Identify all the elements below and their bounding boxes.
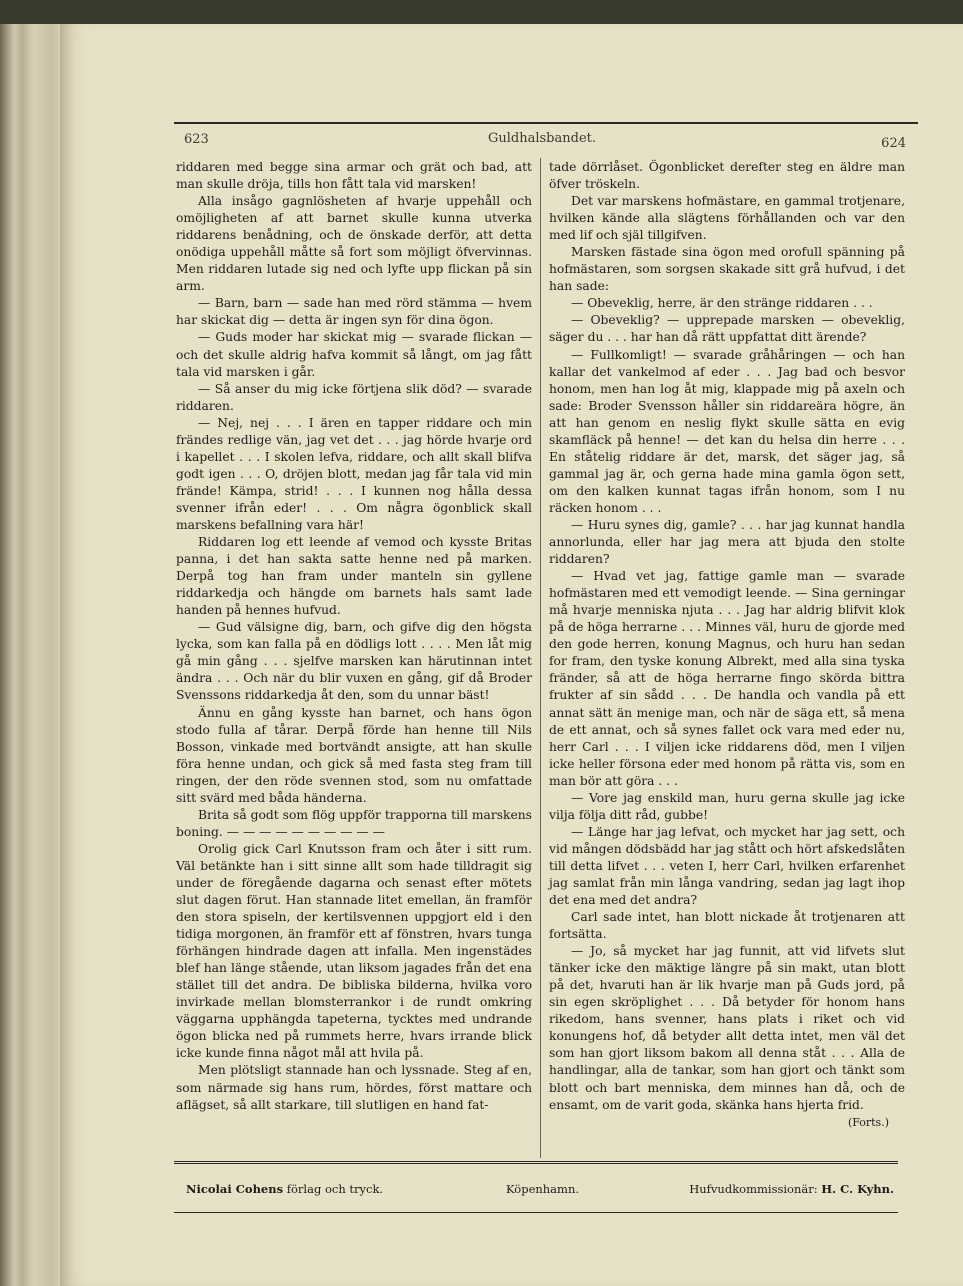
paragraph: — Fullkomligt! — svarade gråhåringen — och han kallar det vankelmod af eder . . . Jag bad och besvor honom, men han log åt mig, klappade mig på axeln och sade: Broder Svensson håller sin riddareära högre, än att han genom en neslig flykt skulle sätta en evig skamfläck på henne! — det kan du helsa din herre . . . En ståtelig riddare är det, marsk, det säger jag, så gammal jag är, och gerna hade mina gamla ögon sett, om den kalken kunnat tagas ifrån honom, som I nu räcken honom . . . <box>549 347 905 515</box>
paragraph: Men plötsligt stannade han och lyssnade. Steg af en, som närmade sig hans rum, hördes, först mattare och aflägset, så allt starkare, till slutligen en hand fat- <box>176 1063 532 1112</box>
running-header <box>176 129 908 151</box>
header-rule <box>174 122 918 124</box>
paragraph: — Så anser du mig icke förtjena slik död? — svarade riddaren. <box>176 381 532 413</box>
paragraph: — Vore jag enskild man, huru gerna skulle jag icke vilja följa ditt råd, gubbe! <box>549 790 905 822</box>
paragraph: Riddaren log ett leende af vemod och kysste Britas panna, i det han sakta satte henne ned på marken. Derpå tog han fram under manteln sin gyllene riddarkedja och hängde om barnets hals samt lade handen på hennes hufvud. <box>176 535 532 618</box>
paragraph: — Länge har jag lefvat, och mycket har jag sett, och vid mången dödsbädd har jag stått och hört afskedslåten till detta lifvet . . . veten I, herr Carl, hvilken erfarenhet jag samlat från min långa vandring, sedan jag lagt ihop det ena med det andra? <box>549 824 905 908</box>
paragraph: — Nej, nej . . . I ären en tapper riddare och min frändes redlige vän, jag vet det . . . jag hörde hvarje ord i kapellet . . . I skolen lefva, riddare, och allt skall blifva godt igen . . . O, dröjen blott, medan jag får tala vid min frände! Kämpa, strid! . . . I kunnen nog hålla dessa svenner ifrån eder! . . . Om några ögonblick skall marskens befallning vara här! <box>176 415 532 532</box>
page-content <box>166 118 918 1218</box>
agent-name: H. C. Kyhn. <box>821 1182 894 1196</box>
paragraph: — Guds moder har skickat mig — svarade flickan — och det skulle aldrig hafva kommit så långt, om jag fått tala vid marsken i går. <box>176 330 532 379</box>
paragraph: — Hvad vet jag, fattige gamle man — svarade hofmästaren med ett vemodigt leende. — Sina gerningar må hvarje menniska njuta . . . Jag har aldrig blifvit klok på de höga herrarne . . . Minnes väl, huru de gjorde med den gode herren, konung Magnus, och huru han sedan for fram, den tyske konung Albrekt, med alla sina tyska fränder, så att de höga herrarne fingo skörda bittra frukter af sin sådd . . . De handla och vandla på ett annat sätt än menige man, och när de säga ett, så mena de ett annat, och så synes fallet ock vara med eder nu, herr Carl . . . I viljen icke riddarens död, men I viljen icke heller försona eder med honom på rätta vis, som en man bör att göra . . . <box>549 569 905 788</box>
continued-note: (Forts.) <box>847 1115 889 1129</box>
paragraph: Brita så godt som flög uppför trapporna till marskens boning. — — — — — — — — — — <box>176 807 532 839</box>
imprint-city: Köpenhamn. <box>506 1182 580 1196</box>
imprint-footer <box>180 1182 894 1202</box>
running-title: Guldhalsbandet. <box>487 131 596 146</box>
paragraph: — Gud välsigne dig, barn, och gifve dig den högsta lycka, som kan falla på en dödligs lott . . . . Men låt mig gå min gång . . . sjelfve marsken kan härutinnan intet ändra . . . Och när du blir vuxen en gång, gif då Broder Svenssons riddarkedja åt den, som du unnar bäst! <box>176 620 532 703</box>
top-shadow-band <box>0 0 963 24</box>
paragraph: tade dörrlåset. Ögonblicket derefter steg en äldre man öfver tröskeln. <box>549 160 905 192</box>
paragraph: Carl sade intet, han blott nickade åt trotjenaren att fortsätta. <box>549 910 905 942</box>
paragraph: — Obeveklig, herre, är den stränge riddaren . . . <box>571 296 873 311</box>
paragraph: — Huru synes dig, gamle? . . . har jag kunnat handla annorlunda, eller har jag mera att bjuda den stolte riddaren? <box>549 517 905 567</box>
footer-rule <box>174 1161 898 1164</box>
paragraph: Orolig gick Carl Knutsson fram och åter i sitt rum. Väl betänkte han i sitt sinne allt som hade tilldragit sig under de föregående dagarna och senast efter mötets slut dagen förut. Han stannade litet emellan, än framför den stora spiseln, der kertilsvennen uppgjort eld i den tidiga morgonen, än framför ett af fönstren, hvars tunga förhängen hindrade dagen att infalla. Men ingenstädes blef han länge stående, utan liksom jagades från det ena stället till det andra. De bibliska bilderna, hvilka voro invirkade mellan blomsterrankor i de rundt omkring väggarna upphängda tapeterna, tycktes med undrande ögon blicka ned på rummets herre, hvars irrande blick icke kunde finna något mål att hvila på. <box>176 841 532 1061</box>
paragraph: riddaren med begge sina armar och grät och bad, att man skulle dröja, tills hon fått tala vid marsken! <box>176 160 532 192</box>
paragraph: — Barn, barn — sade han med rörd stämma — hvem har skickat dig — detta är ingen syn för dina ögon. <box>176 296 532 328</box>
paragraph: Alla insågo gagnlösheten af hvarje uppehåll och omöjligheten af att barnet skulle kunna utverka riddarens benådning, och de önskade derför, att detta onödiga uppehåll måtte så fort som möjligt öfvervinnas. Men riddaren lutade sig ned och lyfte upp flickan på sin arm. <box>176 194 532 294</box>
page-number-left: 623 <box>184 132 209 147</box>
right-column <box>549 159 905 1131</box>
commission-agent <box>689 1182 894 1196</box>
paragraph: Det var marskens hofmästare, en gammal trotjenare, hvilken kände alla slägtens förhållanden och var den med lif och själ tillgifven. <box>549 194 905 243</box>
agent-label: Hufvudkommissionär: <box>689 1182 818 1196</box>
publisher-imprint <box>186 1182 383 1196</box>
footer-bottom-rule <box>174 1212 898 1213</box>
publisher-name: Nicolai Cohens <box>186 1182 284 1196</box>
page-number-right: 624 <box>881 136 906 151</box>
left-column <box>176 159 532 1114</box>
paragraph: — Obeveklig? — upprepade marsken — obeveklig, säger du . . . har han då rätt uppfattat ditt ärende? <box>549 313 905 345</box>
column-divider <box>540 158 541 1158</box>
paragraph: Marsken fästade sina ögon med orofull spänning på hofmästaren, som sorgsen skakade sitt grå hufvud, i det han sade: <box>549 245 905 294</box>
paragraph: Ännu en gång kysste han barnet, och hans ögon stodo fulla af tårar. Derpå förde han henne till Nils Bosson, vinkade med bortvändt ansigte, att han skulle föra henne undan, och gick så med fasta steg fram till ringen, der den röde svennen stod, som nu omfattade sitt svärd med båda händerna. <box>176 705 532 805</box>
paragraph: — Jo, så mycket har jag funnit, att vid lifvets slut tänker icke den mäktige längre på sin makt, utan blott på det, hvaruti han är lik hvarje man på Guds jord, på sin egen skröplighet . . . Då betyder för honom hans rikedom, hans svenner, hans plats i riket och vid konungens hof, då betyder allt detta intet, men väl det som han gjort liksom bakom all denna ståt . . . Alla de handlingar, alla de tankar, som han gjort och tänkt som blott och bart menniska, dem minnes han då, och de ensamt, om de varit goda, skänka hans hjerta frid. <box>549 944 905 1112</box>
publisher-rest: förlag och tryck. <box>286 1182 384 1196</box>
